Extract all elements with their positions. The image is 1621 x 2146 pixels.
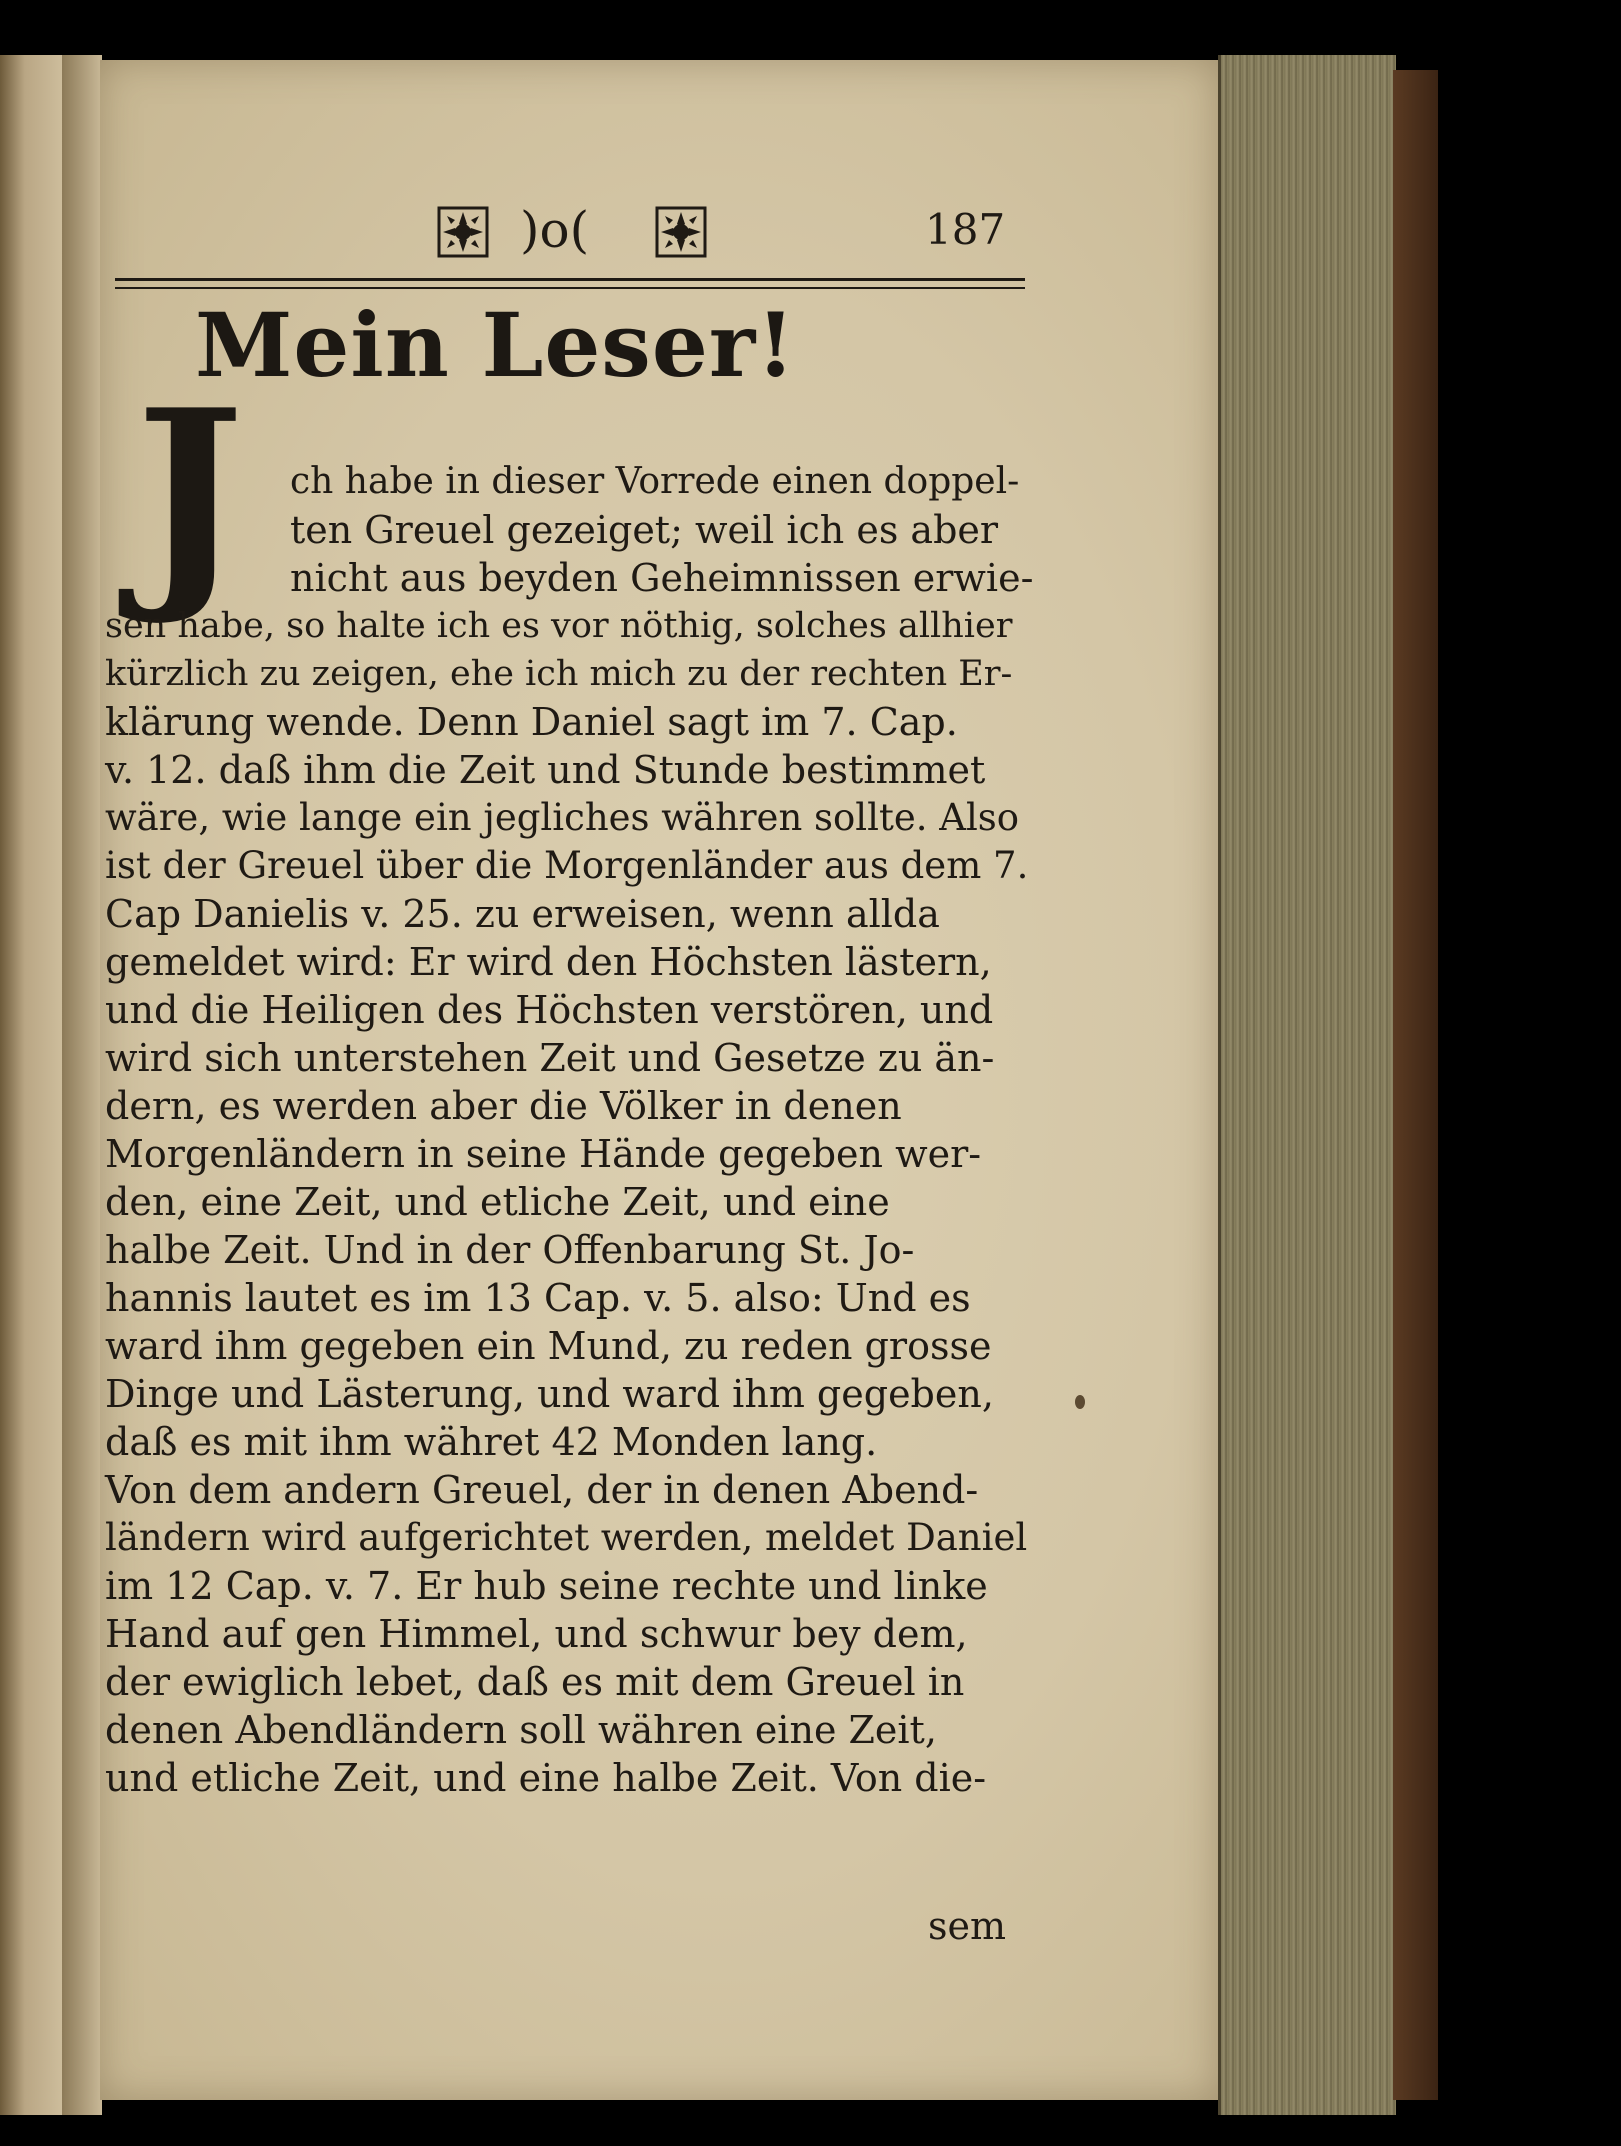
drop-cap: J [135, 360, 245, 630]
text-line: daß es mit ihm währet 42 Monden lang. [105, 1420, 878, 1464]
text-line: und etliche Zeit, und eine halbe Zeit. Von die- [105, 1756, 987, 1800]
catchword: sem [928, 1904, 1007, 1948]
text-line: wird sich unterstehen Zeit und Gesetze zu än- [105, 1036, 995, 1080]
page-number: 187 [925, 205, 1006, 254]
header-rule [115, 278, 1025, 289]
text-line: ten Greuel gezeiget; weil ich es aber [290, 508, 999, 552]
page-block-edge [1218, 55, 1396, 2115]
text-line: Hand auf gen Himmel, und schwur bey dem, [105, 1612, 968, 1656]
book-cover-edge [1393, 70, 1438, 2100]
previous-page-edge [0, 55, 64, 2115]
text-line: v. 12. daß ihm die Zeit und Stunde bestimmet [105, 748, 986, 792]
page-header [115, 200, 1035, 270]
text-line: Morgenländern in seine Hände gegeben wer- [105, 1132, 982, 1176]
text-line: ch habe in dieser Vorrede einen doppel- [290, 461, 1020, 502]
text-line: Cap Danielis v. 25. zu erweisen, wenn allda [105, 892, 940, 936]
text-line: sen habe, so halte ich es vor nöthig, solches allhier [105, 606, 1013, 646]
text-line: ward ihm gegeben ein Mund, zu reden grosse [105, 1324, 992, 1368]
header-divider: )o( [520, 201, 590, 259]
text-line: Dinge und Lästerung, und ward ihm gegeben, [105, 1372, 994, 1416]
text-line: der ewiglich lebet, daß es mit dem Greuel in [105, 1660, 965, 1704]
text-line: nicht aus beyden Geheimnissen erwie- [290, 556, 1034, 600]
text-line: gemeldet wird: Er wird den Höchsten lästern, [105, 940, 992, 984]
flower-ornament-icon [655, 206, 707, 258]
text-line: ländern wird aufgerichtet werden, meldet Daniel [105, 1516, 1028, 1559]
text-line: halbe Zeit. Und in der Offenbarung St. Jo- [105, 1228, 915, 1272]
ink-mark [1075, 1395, 1085, 1409]
text-line: und die Heiligen des Höchsten verstören, und [105, 988, 994, 1032]
text-line: kürzlich zu zeigen, ehe ich mich zu der rechten Er- [105, 654, 1013, 694]
text-line: den, eine Zeit, und etliche Zeit, und eine [105, 1180, 890, 1224]
text-line: ist der Greuel über die Morgenländer aus dem 7. [105, 844, 1029, 887]
text-line: hannis lautet es im 13 Cap. v. 5. also: Und es [105, 1276, 971, 1320]
flower-ornament-icon [437, 206, 489, 258]
text-line: im 12 Cap. v. 7. Er hub seine rechte und linke [105, 1564, 988, 1608]
text-line: dern, es werden aber die Völker in denen [105, 1084, 902, 1128]
page-title: Mein Leser! [195, 293, 796, 397]
book-gutter [62, 55, 102, 2115]
text-line: Von dem andern Greuel, der in denen Abend- [105, 1468, 979, 1512]
text-line: denen Abendländern soll währen eine Zeit, [105, 1708, 937, 1752]
text-line: klärung wende. Denn Daniel sagt im 7. Cap. [105, 700, 958, 744]
text-line: wäre, wie lange ein jegliches währen sollte. Also [105, 796, 1020, 839]
